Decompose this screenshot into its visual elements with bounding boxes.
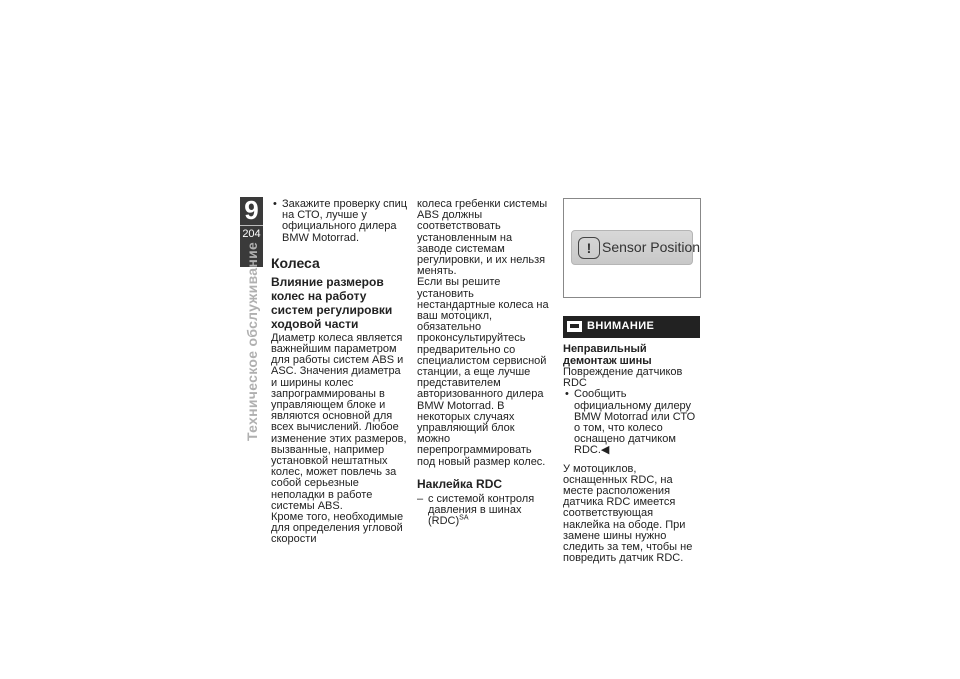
- tab-divider: [240, 225, 263, 226]
- bullet-item: • Закажите проверку спиц на СТО, лучше у официального дилера BMW Motorrad.: [271, 199, 409, 244]
- paragraph: У мотоциклов, оснащенных RDC, на месте расположения датчика RDC имеется соответствующая наклейка на ободе. При замене шины нужно следить за тем, чтобы не повредить датчик RDC.: [563, 462, 693, 565]
- section-heading: Колеса: [271, 254, 320, 271]
- sensor-position-figure: [563, 198, 701, 298]
- warning-label: ВНИМАНИЕ: [587, 320, 655, 332]
- sensor-label: Sensor Position: [602, 239, 701, 255]
- paragraph: колеса гребенки системы ABS должны соответствовать установленным на заводе системам регулировки, и их нельзя менять.: [417, 198, 548, 278]
- warning-banner: [563, 316, 700, 338]
- sensor-position-sticker: [571, 230, 701, 265]
- end-mark-icon: ◀: [600, 444, 610, 457]
- paragraph: Диаметр колеса является важнейшим параметром для работы систем ABS и ASC. Значения диаметра и ширины колес запрограммированы в управляющем блоке и являются основной для всех вычислений. Любое изменение этих размеров, вызванные, например установкой нештатных колес, может повлечь за собой серьезные неполадки в работе системы ABS.: [271, 331, 407, 512]
- column-3: [563, 316, 700, 564]
- section-title: Техническое обслуживание: [244, 241, 260, 441]
- dash-item-text: с системой контроля давления в шинах (RDC): [428, 492, 535, 528]
- paragraph: Кроме того, необходимые для определения угловой скорости: [271, 511, 404, 546]
- page-number: 204: [242, 228, 261, 240]
- subsection-heading: Влияние размеров колес на работу систем регулировки ходовой части: [271, 274, 393, 331]
- sa-superscript: SA: [459, 514, 469, 522]
- warning-title: Неправильный демонтаж шины: [563, 343, 652, 367]
- warning-bullet: [563, 389, 700, 456]
- dash-list-item: [417, 494, 550, 528]
- column-1: [271, 199, 409, 546]
- warning-hand-icon: [567, 321, 582, 332]
- subsection-heading: Наклейка RDC: [417, 476, 503, 491]
- chapter-number: 9: [244, 195, 259, 225]
- paragraph: Если вы решите установить нестандартные колеса на ваш мотоцикл, обязательно проконсультируйтесь предварительно со специалистом сервисной станции, а еще лучше представителем авторизованного дилера BMW Motorrad. В некоторых случаях управляющий блок можно перепрограммировать под новый размер колес.: [417, 276, 549, 468]
- warning-subtitle: Повреждение датчиков RDC: [563, 366, 683, 390]
- exclamation-icon: !: [578, 237, 600, 259]
- warning-bullet-text: Сообщить официальному дилеру BMW Motorrad или СТО о том, что колесо оснащено датчиком RDC.: [574, 388, 696, 457]
- column-2: [417, 199, 550, 527]
